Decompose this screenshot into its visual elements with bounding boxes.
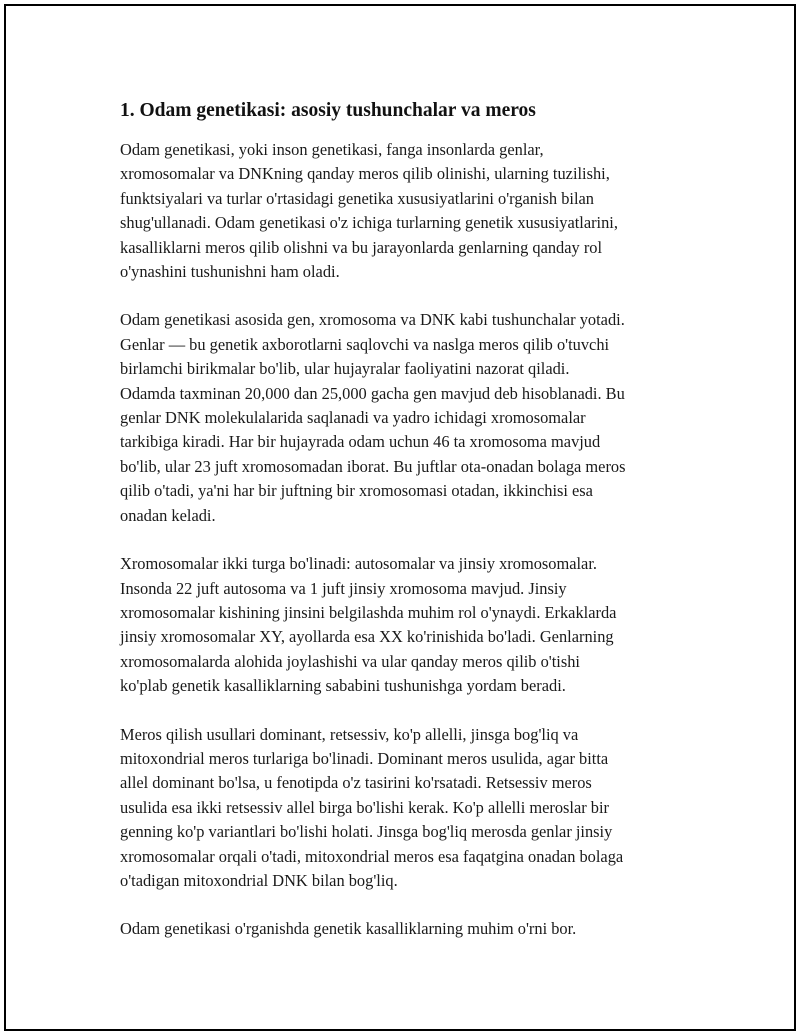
text-line: onadan keladi. <box>120 505 216 525</box>
text-line: birlamchi birikmalar bo'lib, ular hujayralar faoliyatini nazorat qiladi. <box>120 359 570 379</box>
text-line: Odam genetikasi asosida gen, xromosoma va DNK kabi tushunchalar yotadi. <box>120 310 625 330</box>
paragraph-chromosomes <box>120 552 700 698</box>
text-line: Genlar — bu genetik axborotlarni saqlovchi va naslga meros qilib o'tuvchi <box>120 334 610 354</box>
text-line: xromosomalar kishining jinsini belgilashda muhim rol o'ynaydi. Erkaklarda <box>120 602 617 622</box>
text-line: allel dominant bo'lsa, u fenotipda o'z tasirini ko'rsatadi. Retsessiv meros <box>120 773 592 793</box>
text-line: Odam genetikasi o'rganishda genetik kasalliklarning muhim o'rni bor. <box>120 919 577 939</box>
text-line: o'ynashini tushunishni ham oladi. <box>120 262 340 282</box>
text-line: bo'lib, ular 23 juft xromosomadan iborat. Bu juftlar ota-onadan bolaga meros <box>120 456 626 476</box>
text-line: genlar DNK molekulalarida saqlanadi va yadro ichidagi xromosomalar <box>120 408 586 428</box>
text-line: shug'ullanadi. Odam genetikasi o'z ichiga turlarning genetik xususiyatlarini, <box>120 213 618 233</box>
text-line: xromosomalarda alohida joylashishi va ular qanday meros qilib o'tishi <box>120 651 580 671</box>
text-line: Insonda 22 juft autosoma va 1 juft jinsiy xromosoma mavjud. Jinsiy <box>120 578 567 598</box>
text-line: jinsiy xromosomalar XY, ayollarda esa XX ko'rinishida bo'ladi. Genlarning <box>120 627 614 647</box>
text-line: xromosomalar va DNKning qanday meros qilib olinishi, ularning tuzilishi, <box>120 164 610 184</box>
text-line: ko'plab genetik kasalliklarning sababini tushunishga yordam beradi. <box>120 676 566 696</box>
text-line: Xromosomalar ikki turga bo'linadi: autosomalar va jinsiy xromosomalar. <box>120 554 597 574</box>
text-line: Odamda taxminan 20,000 dan 25,000 gacha gen mavjud deb hisoblanadi. Bu <box>120 383 625 403</box>
text-line: tarkibiga kiradi. Har bir hujayrada odam uchun 46 ta xromosoma mavjud <box>120 432 601 452</box>
text-line: Odam genetikasi, yoki inson genetikasi, fanga insonlarda genlar, <box>120 140 544 159</box>
document-body <box>120 98 700 966</box>
text-line: usulida esa ikki retsessiv allel birga bo'lishi kerak. Ko'p allelli meroslar bir <box>120 797 610 817</box>
paragraph-intro <box>120 138 700 284</box>
paragraph-diseases <box>120 917 700 941</box>
text-line: mitoxondrial meros turlariga bo'linadi. Dominant meros usulida, agar bitta <box>120 748 609 768</box>
text-line: Meros qilish usullari dominant, retsessiv, ko'p allelli, jinsga bog'liq va <box>120 724 579 744</box>
section-heading: 1. Odam genetikasi: asosiy tushunchalar va meros <box>120 100 536 121</box>
paragraph-inheritance <box>120 723 700 894</box>
text-line: o'tadigan mitoxondrial DNK bilan bog'liq. <box>120 870 398 890</box>
page-frame <box>4 4 796 1031</box>
paragraph-genes <box>120 308 700 528</box>
text-line: genning ko'p variantlari bo'lishi holati. Jinsga bog'liq merosda genlar jinsiy <box>120 822 613 842</box>
text-line: qilib o'tadi, ya'ni har bir juftning bir xromosomasi otadan, ikkinchisi esa <box>120 481 593 501</box>
text-line: xromosomalar orqali o'tadi, mitoxondrial meros esa faqatgina onadan bolaga <box>120 846 624 866</box>
text-line: kasalliklarni meros qilib olishni va bu jarayonlarda genlarning qanday rol <box>120 237 603 257</box>
text-line: funktsiyalari va turlar o'rtasidagi genetika xususiyatlarini o'rganish bilan <box>120 188 594 208</box>
